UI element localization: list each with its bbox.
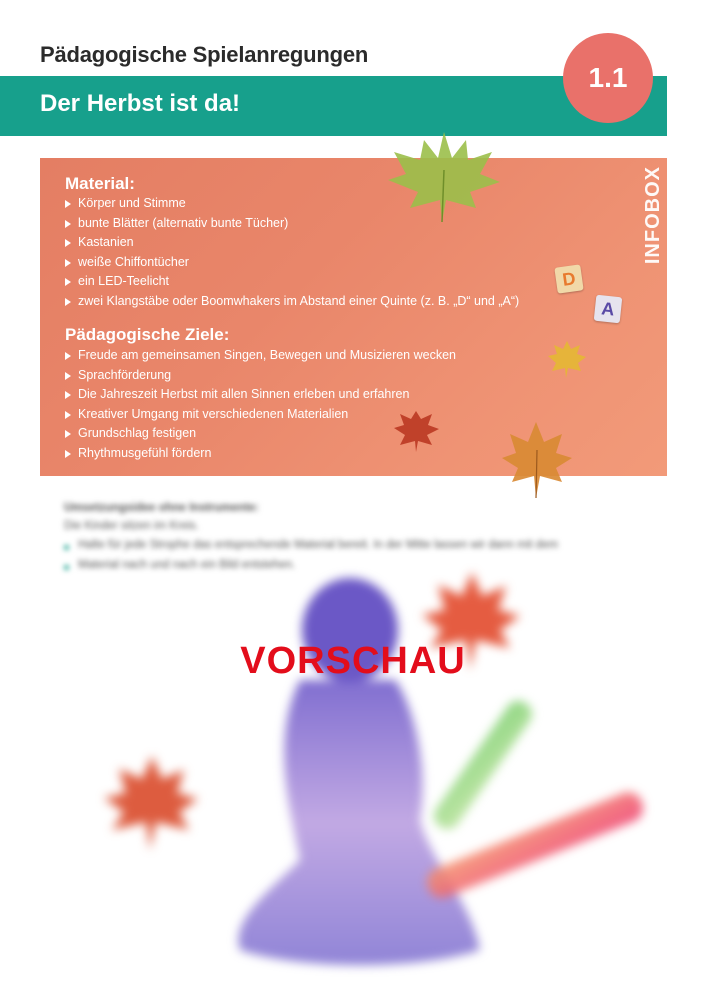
yellow-leaf-icon: [546, 340, 588, 380]
preview-watermark: VORSCHAU: [240, 640, 466, 682]
infobox-label: INFOBOX: [642, 166, 664, 265]
list-item: bunte Blätter (alternativ bunte Tücher): [65, 214, 519, 234]
material-heading: Material:: [65, 174, 135, 193]
list-item: ein LED-Teelicht: [65, 272, 519, 292]
chapter-badge: 1.1: [563, 33, 653, 123]
bullet-text: Material nach und nach ein Bild entstehen.: [78, 559, 296, 571]
goals-heading: Pädagogische Ziele:: [65, 325, 230, 344]
bullet-text: Halte für jede Strophe das entsprechende Material bereit. In der Mitte lassen wir dann mit dem: [78, 539, 559, 551]
section-heading: Umsetzungsidee ohne Instrumente:: [64, 502, 259, 514]
list-item: Freude am gemeinsamen Singen, Bewegen und Musizieren wecken: [65, 346, 456, 366]
intro-text: Die Kinder sitzen im Kreis.: [64, 520, 199, 532]
bullet-dot: [64, 545, 69, 550]
list-item: Grundschlag festigen: [65, 424, 456, 444]
cube-d-icon: D: [554, 264, 583, 293]
list-item: Kreativer Umgang mit verschiedenen Materialien: [65, 405, 456, 425]
list-item: zwei Klangstäbe oder Boomwhakers im Abstand einer Quinte (z. B. „D“ und „A“): [65, 292, 519, 312]
red-leaf-icon: [392, 410, 442, 454]
cube-a-icon: A: [594, 295, 623, 324]
list-item: Sprachförderung: [65, 366, 456, 386]
orange-leaf-icon: [500, 420, 575, 500]
list-item: Körper und Stimme: [65, 194, 519, 214]
page-title: Der Herbst ist da!: [40, 90, 241, 117]
series-title: Pädagogische Spielanregungen: [40, 42, 369, 67]
list-item: Die Jahreszeit Herbst mit allen Sinnen erleben und erfahren: [65, 385, 456, 405]
green-maple-leaf-icon: [380, 130, 505, 225]
list-item: Kastanien: [65, 233, 519, 253]
list-item: weiße Chiffontücher: [65, 253, 519, 273]
list-item: Rhythmusgefühl fördern: [65, 444, 456, 464]
child-with-boomwhackers-illustration: [0, 560, 706, 1000]
